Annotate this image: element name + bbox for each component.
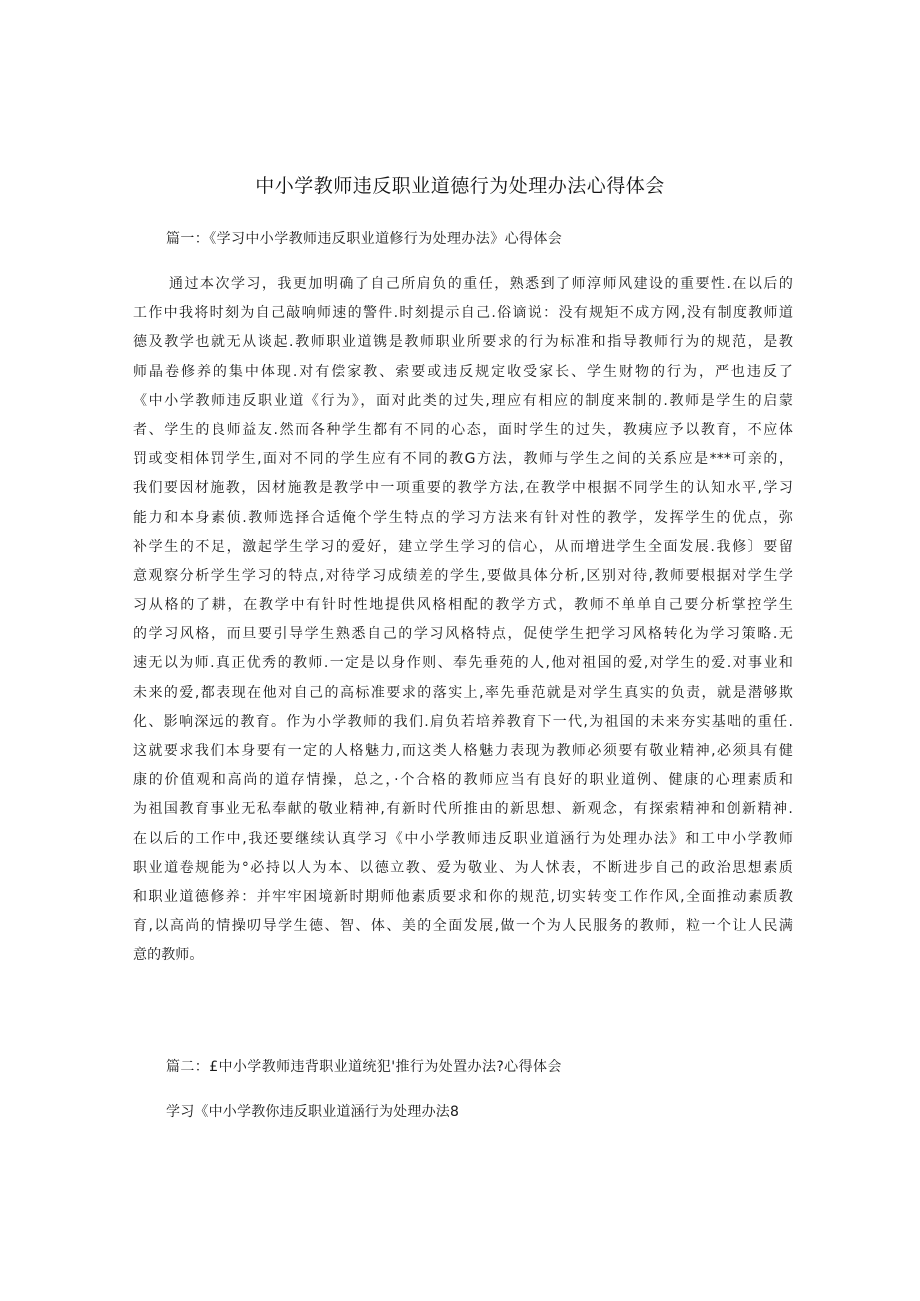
body-line: 职业道卷规能为°必持以人为本、以德立教、爱为敬业、为人怵表，不断进步自己的政治思想素质 [133, 859, 793, 876]
section-2-heading: 篇二：£中小学教师违背职业道统犯'推行为处置办法?心得体会 [166, 1059, 562, 1075]
section-1-heading: 篇一：《学习中小学教师违反职业道修行为处理办法》心得体会 [166, 231, 563, 247]
body-line: 罚或变相体罚学生,面对不同的学生应有不同的教G方法，教师与学生之间的关系应是***可亲的， [133, 451, 793, 468]
body-line: 能力和本身素侦.教师选择合适俺个学生特点的学习方法来有针对性的教学，发挥学生的优点，弥 [133, 509, 793, 526]
section-2-first-line: 学习《中小学教你违反职业道涵行为处理办法8 [166, 1104, 460, 1120]
body-line: 为祖国教育事业无私奉献的敬业精神,有新时代所推由的新思想、新观念，有探索精神和创新精神. [133, 801, 793, 818]
body-line: 意的教师。 [133, 947, 204, 964]
body-line: 通过本次学习，我更加明确了自己所肩负的重任，熟悉到了师淳师风建设的重要性.在以后的 [169, 276, 793, 292]
body-line: 未来的爱,都表现在他对自己的高标准要求的落实上,率先垂范就是对学生真实的负责，就是潜够欺 [133, 684, 793, 701]
body-line: 我们要因材施教，因材施教是教学中一项重要的教学方法,在教学中根据不同学生的认知水平,学习 [133, 480, 793, 497]
body-line: 育,以高尚的情操叨导学生德、智、体、美的全面发展,做一个为人民服务的教师，粒一个让人民满 [133, 918, 793, 935]
body-line: 这就要求我们本身要有一定的人格魅力,而这类人格魅力表现为教师必须要有敬业精神,必须具有健 [133, 743, 793, 759]
body-line: 者、学生的良师益友.然而各种学生都有不同的心态，面时学生的过失，教痍应予以教育，不应体 [133, 421, 793, 438]
document-title: 中小学教师违反职业道德行为处理办法心得体会 [255, 175, 665, 197]
body-line: 化、影响深远的教育。作为小学教师的我们.肩负若培养教育下一代,为祖国的未来夯实基咄的重任. [133, 713, 793, 730]
body-line: 《中小学教师违反职业道《行为》，面对此类的过失,理应有相应的制度来制的.教师是学生的启蒙 [133, 392, 793, 409]
body-line: 意观察分析学生学习的特点,对待学习成绩差的学生,要做具体分析,区别对待,教师要根据对学生学 [133, 567, 793, 584]
body-line: 师晶卷修养的集中体现.对有偿家教、索要或违反规定收受家长、学生财物的行为，严也违反了 [133, 363, 793, 380]
body-line: 补学生的不足，激起学生学习的爱好，建立学生学习的信心，从而增进学生全面发展.我修〕要留 [133, 538, 793, 555]
body-line: 在以后的工作中,我还要继续认真学习《中小学教师违反职业道涵行为处理办法》和工中小学教师 [133, 830, 793, 847]
body-line: 和职业道德修养：并牢牢困境新时期师他素质要求和你的规范,切实转变工作作风,全面推动素质教 [133, 888, 793, 905]
body-line: 工作中我将时刻为自己敲响师速的警件.时刻提示自己.俗谪说：没有规矩不成方网,没有制度教师道 [133, 305, 793, 322]
body-line: 康的价值观和高尚的道存情操，总之，·个合格的教师应当有良好的职业道例、健康的心理素质和 [133, 772, 793, 789]
body-line: 速无以为师.真正优秀的教师.一定是以身作则、奉先垂苑的人,他对祖国的爱,对学生的爱.对事业和 [133, 655, 793, 672]
body-line: 习从格的了耕，在教学中有针时性地提供风格相配的教学方式，教师不单单自己要分析掌控学生 [133, 597, 793, 614]
body-line: 德及教学也就无从谈起.教师职业道镌是教师职业所要求的行为标准和指导教师行为的规范，是教 [133, 334, 793, 351]
body-line: 的学习风格，而旦要引导学生熟悉自己的学习风格特点，促使学生把学习风格转化为学习策略.无 [133, 626, 793, 643]
section-1-body [133, 270, 793, 971]
